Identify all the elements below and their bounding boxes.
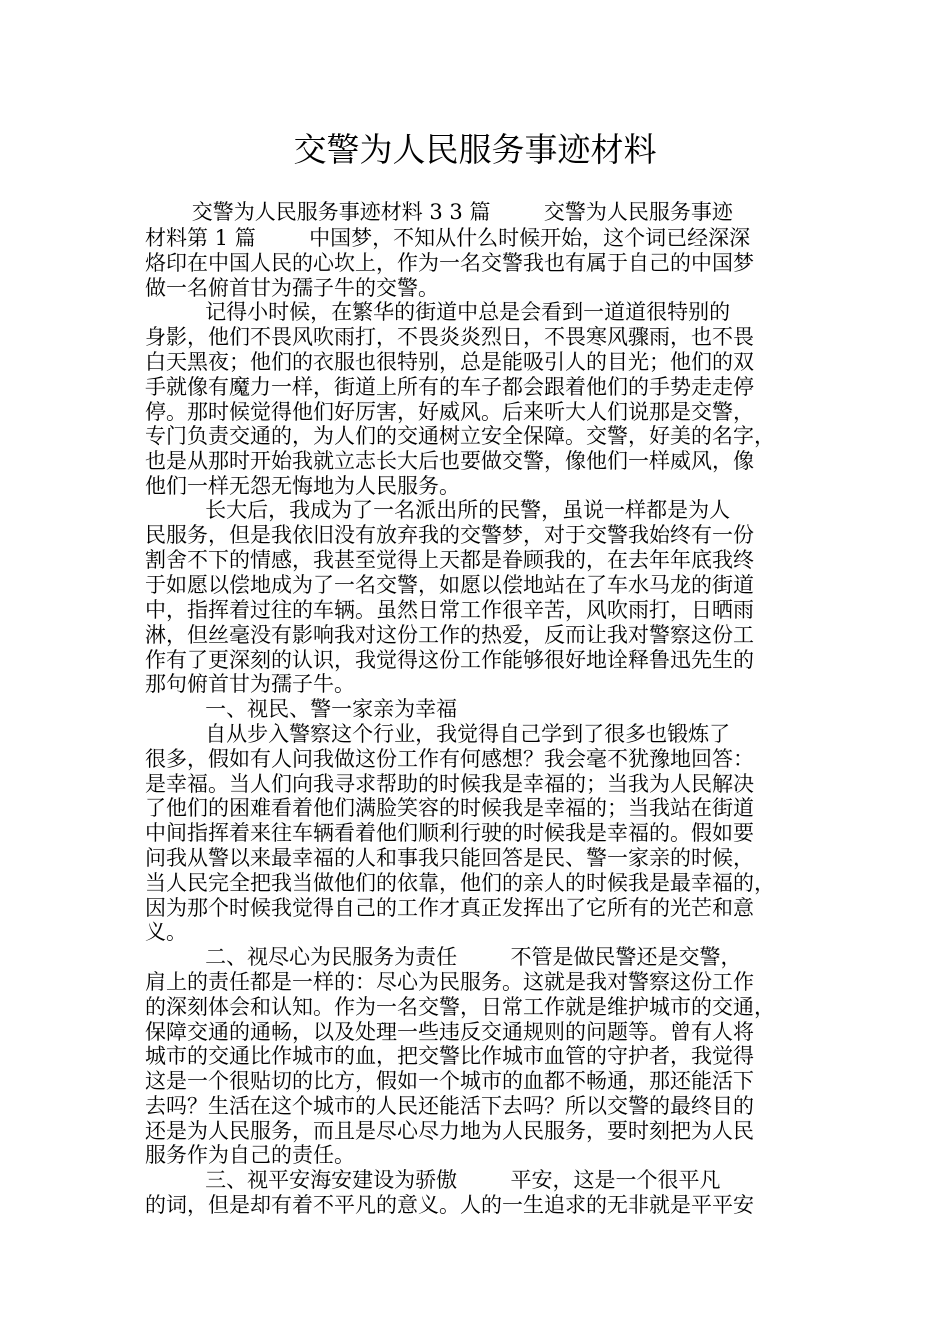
body-line: 也是从那时开始我就立志长大后也要做交警，像他们一样威风，像 (145, 449, 754, 473)
body-line: 做一名俯首甘为孺子牛的交警。 (145, 276, 439, 300)
body-line: 民服务，但是我依旧没有放弃我的交警梦，对于交警我始终有一份 (145, 523, 754, 547)
body-line: 身影，他们不畏风吹雨打，不畏炎炎烈日，不畏寒风骤雨，也不畏 (145, 325, 754, 349)
body-line: 的词，但是却有着不平凡的意义。人的一生追求的无非就是平平安 (145, 1193, 754, 1217)
body-line: 还是为人民服务，而且是尽心尽力地为人民服务，要时刻把为人民 (145, 1119, 754, 1143)
body-line: 记得小时候，在繁华的街道中总是会看到一道道很特别的 (145, 300, 731, 324)
body-line: 那句俯首甘为孺子牛。 (145, 672, 355, 696)
body-line: 保障交通的通畅，以及处理一些违反交通规则的问题等。曾有人将 (145, 1020, 754, 1044)
body-line: 手就像有魔力一样，街道上所有的车子都会跟着他们的手势走走停 (145, 375, 754, 399)
body-line: 了他们的困难看着他们满脸笑容的时候我是幸福的；当我站在街道 (145, 796, 754, 820)
body-line: 自从步入警察这个行业，我觉得自己学到了很多也锻炼了 (145, 722, 731, 746)
body-line: 交警为人民服务事迹材料 3 3 篇 交警为人民服务事迹 (145, 200, 733, 224)
body-line: 中，指挥着过往的车辆。虽然日常工作很辛苦，风吹雨打，日晒雨 (145, 598, 754, 622)
body-line: 作有了更深刻的认识，我觉得这份工作能够很好地诠释鲁迅先生的 (145, 648, 754, 672)
body-line: 中间指挥着来往车辆看着他们顺利行驶的时候我是幸福的。假如要 (145, 821, 754, 845)
body-line: 于如愿以偿地成为了一名交警，如愿以偿地站在了车水马龙的街道 (145, 573, 754, 597)
body-line: 去吗？生活在这个城市的人民还能活下去吗？所以交警的最终目的 (145, 1094, 754, 1118)
body-line: 烙印在中国人民的心坎上，作为一名交警我也有属于自己的中国梦 (145, 251, 754, 275)
section-heading: 一、视民、警一家亲为幸福 (145, 697, 458, 721)
body-line: 长大后，我成为了一名派出所的民警，虽说一样都是为人 (145, 498, 731, 522)
body-line: 割舍不下的情感，我甚至觉得上天都是眷顾我的，在去年年底我终 (145, 548, 754, 572)
section-heading: 三、视平安海安建设为骄傲 平安，这是一个很平凡 (145, 1168, 721, 1192)
body-line: 服务作为自己的责任。 (145, 1143, 355, 1167)
body-line: 停。那时候觉得他们好厉害，好威风。后来听大人们说那是交警， (145, 400, 754, 424)
body-line: 问我从警以来最幸福的人和事我只能回答是民、警一家亲的时候， (145, 846, 754, 870)
body-line: 这是一个很贴切的比方，假如一个城市的血都不畅通，那还能活下 (145, 1069, 754, 1093)
body-line: 义。 (145, 920, 187, 944)
body-line: 的深刻体会和认知。作为一名交警，日常工作就是维护城市的交通， (145, 995, 775, 1019)
body-line: 材料第 1 篇 中国梦，不知从什么时候开始，这个词已经深深 (145, 226, 751, 250)
body-line: 当人民完全把我当做他们的依靠，他们的亲人的时候我是最幸福的， (145, 871, 775, 895)
body-line: 是幸福。当人们向我寻求帮助的时候我是幸福的；当我为人民解决 (145, 772, 754, 796)
body-line: 淋，但丝毫没有影响我对这份工作的热爱，反而让我对警察这份工 (145, 623, 754, 647)
body-line: 肩上的责任都是一样的：尽心为民服务。这就是我对警察这份工作 (145, 970, 754, 994)
body-line: 因为那个时候我觉得自己的工作才真正发挥出了它所有的光芒和意 (145, 896, 754, 920)
body-line: 专门负责交通的，为人们的交通树立安全保障。交警，好美的名字， (145, 424, 775, 448)
body-line: 很多，假如有人问我做这份工作有何感想？我会毫不犹豫地回答： (145, 747, 754, 771)
body-line: 城市的交通比作城市的血，把交警比作城市血管的守护者，我觉得 (145, 1044, 754, 1068)
section-heading: 二、视尽心为民服务为责任 不管是做民警还是交警， (145, 945, 742, 969)
body-line: 他们一样无怨无悔地为人民服务。 (145, 474, 460, 498)
document-title: 交警为人民服务事迹材料 (293, 130, 657, 169)
body-line: 白天黑夜；他们的衣服也很特别，总是能吸引人的目光；他们的双 (145, 350, 754, 374)
